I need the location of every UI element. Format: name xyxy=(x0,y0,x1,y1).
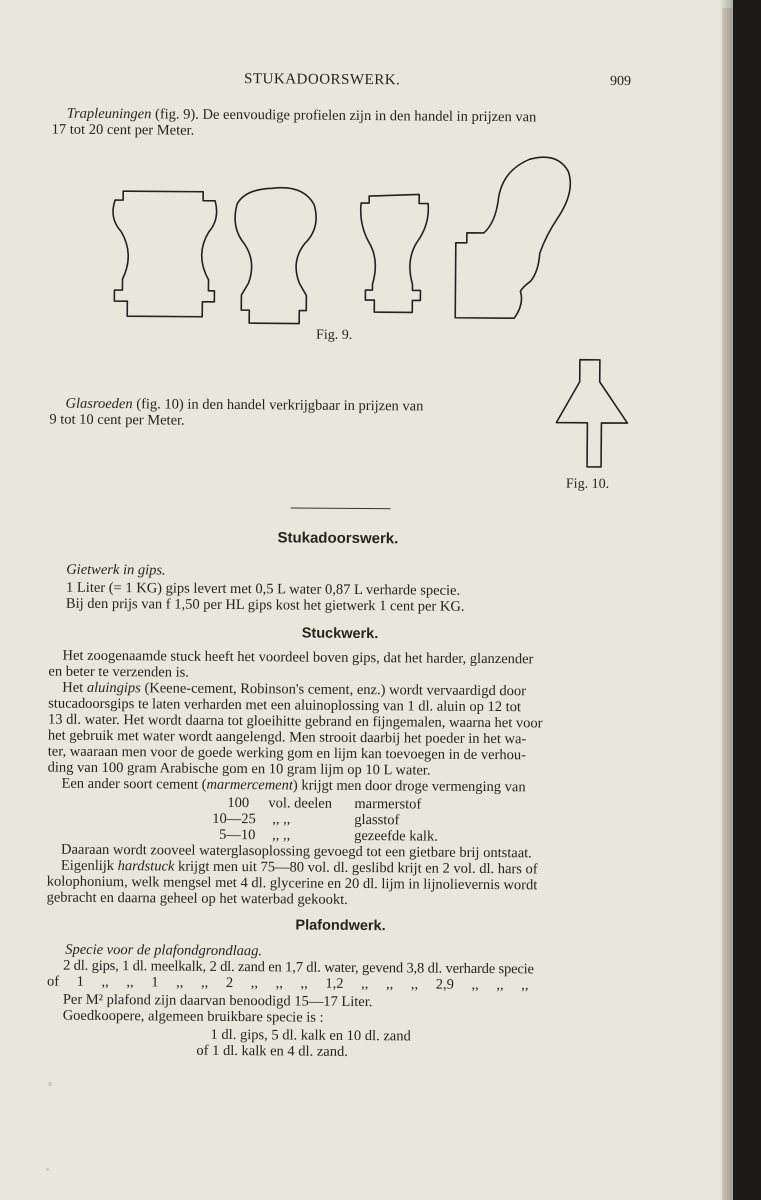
stuckwerk-p4: Daaraan wordt zooveel waterglasoplossing gevoegd tot een gietbare brij ontstaat. xyxy=(60,841,532,862)
stuckwerk-p1-line-2: en beter te verzenden is. xyxy=(48,663,189,681)
plafond-specie-title: Specie voor de plafondgrondlaag. xyxy=(65,941,263,960)
plafond-mix-line-1: 1 dl. gips, 5 dl. kalk en 10 dl. zand xyxy=(210,1026,411,1045)
mix-qty-2: 10—25 xyxy=(212,810,256,828)
handrail-profile-2 xyxy=(234,187,316,323)
gietwerk-line-2: Bij den prijs van f 1,50 per HL gips kost het gietwerk 1 cent per KG. xyxy=(65,595,465,615)
mix-qty-3: 5—10 xyxy=(219,826,256,844)
gietwerk-line-1: 1 Liter (= 1 KG) gips levert met 0,5 L water 0,87 L verharde specie. xyxy=(66,579,461,599)
p3-rest: ) krijgt men door droge vermenging van xyxy=(292,777,526,796)
p3-start: Een ander soort cement ( xyxy=(61,775,207,793)
fig-9-caption: Fig. 9. xyxy=(316,327,353,343)
trapleuningen-text: (fig. 9). De eenvoudige profielen zijn in den handel in prijzen van xyxy=(154,106,537,126)
stuckwerk-p5-line-2: kolophonium, welk mengsel met 4 dl. glycerine en 20 dl. lijm in lijnolievernis wordt xyxy=(46,873,538,894)
stuckwerk-p2-line-6: ding van 100 gram Arabische gom en 10 gram lijm op 10 L water. xyxy=(47,759,431,779)
mix-item-1: marmerstof xyxy=(354,795,422,813)
plafond-line-3: Per M² plafond zijn daarvan benoodigd 15—17 Liter. xyxy=(62,991,373,1011)
p5-italic-term: hardstuck xyxy=(117,858,175,875)
handrail-profile-1 xyxy=(112,191,217,317)
trapleuningen-line-2: 17 tot 20 cent per Meter. xyxy=(51,121,195,139)
p3-italic-term: marmercement xyxy=(206,776,293,794)
page-number: 909 xyxy=(610,73,632,90)
mix-unit-2: ,, ,, xyxy=(272,811,291,828)
paper-speck xyxy=(48,1082,52,1086)
gietwerk-title: Gietwerk in gips. xyxy=(66,561,166,579)
p5-start: Eigenlijk xyxy=(60,857,115,875)
stuckwerk-p2-line-4: het gebruik met water wordt aangelengd. Men strooit daarbij het poeder in het wa- xyxy=(47,727,527,748)
glasroeden-line-2: 9 tot 10 cent per Meter. xyxy=(49,411,185,429)
handrail-profile-3 xyxy=(360,194,429,313)
plafond-line-4: Goedkoopere, algemeen bruikbare specie is : xyxy=(62,1007,324,1026)
p2-italic-term: aluingips xyxy=(86,679,141,697)
stuckwerk-p2-line-5: ter, waaraan men voor de goede werking gom en lijm kan toevoegen in de verhou- xyxy=(47,743,527,764)
stuckwerk-p2-line-2: stucadoorsgips te laten verharden met een aluinoplossing van 1 dl. aluin op 12 tot xyxy=(48,695,521,716)
profile-figures xyxy=(1,0,725,523)
mix-item-2: glasstof xyxy=(354,811,400,829)
mix-unit-3: ,, ,, xyxy=(272,827,291,844)
mix-qty-1: 100 xyxy=(227,794,250,812)
mix-unit-1: vol. deelen xyxy=(268,795,333,812)
glass-rod-profile xyxy=(556,360,628,468)
stuckwerk-p1-line-1: Het zoogenaamde stuck heeft het voordeel boven gips, dat het harder, glanzender xyxy=(62,647,534,668)
p2-rest: (Keene-cement, Robinson's cement, enz.) wordt vervaardigd door xyxy=(144,680,527,700)
plafond-line-2: of 1 ,, ,, 1 ,, ,, 2 ,, ,, ,, 1,2 ,, ,, ,, 2,9 ,, ,, ,, xyxy=(46,973,529,994)
stuckwerk-heading: Stuckwerk. xyxy=(301,625,379,643)
plafondwerk-heading: Plafondwerk. xyxy=(295,917,386,935)
mix-item-3: gezeefde kalk. xyxy=(354,827,438,845)
stuckwerk-p2-line-3: 13 dl. water. Het wordt daarna tot gloeihitte gebrand en fijngemalen, waarna het voor xyxy=(47,711,543,732)
plafond-line-1: 2 dl. gips, 1 dl. meelkalk, 2 dl. zand en 1,7 dl. water, gevend 3,8 dl. verharde specie xyxy=(63,957,534,978)
p2-start: Het xyxy=(62,679,84,696)
glasroeden-lead: Glasroeden xyxy=(65,395,133,413)
stukadoorswerk-heading: Stukadoorswerk. xyxy=(277,529,399,548)
handrail-profile-4 xyxy=(455,156,570,318)
stuckwerk-p5-line-3: gebracht en daarna geheel op het waterbad gekookt. xyxy=(46,889,348,908)
running-title: STUKADOORSWERK. xyxy=(244,71,401,89)
p5-rest: krijgt men uit 75—80 vol. dl. geslibd krijt en 2 vol. dl. hars of xyxy=(177,858,538,878)
plafond-mix-line-2: of 1 dl. kalk en 4 dl. zand. xyxy=(196,1042,348,1060)
trapleuningen-lead: Trapleuningen xyxy=(66,105,152,123)
glasroeden-text: (fig. 10) in den handel verkrijgbaar in prijzen van xyxy=(136,396,424,415)
paper-speck xyxy=(46,1168,49,1171)
stuckwerk-p3-line-1 xyxy=(61,776,525,796)
fig-10-caption: Fig. 10. xyxy=(565,476,610,492)
